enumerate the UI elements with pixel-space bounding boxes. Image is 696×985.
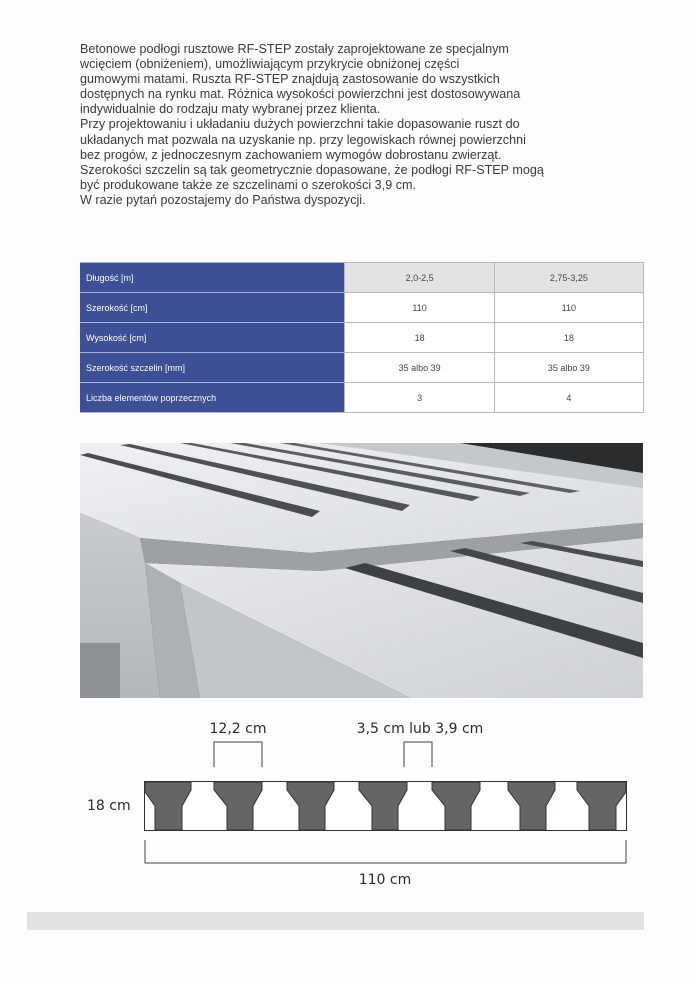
spec-table xyxy=(80,262,644,413)
cell-value: 110 xyxy=(345,293,494,323)
table-row xyxy=(80,323,644,353)
cell-value: 110 xyxy=(494,293,643,323)
intro-text xyxy=(80,42,660,208)
intro-line: indywidualnie do rodzaju maty wybranej przez klienta. xyxy=(80,102,381,117)
product-photo xyxy=(80,443,643,698)
cell-value: 2,75-3,25 xyxy=(494,263,643,293)
cell-value: 35 albo 39 xyxy=(345,353,494,383)
slot-width-bracket xyxy=(404,742,432,767)
table-row xyxy=(80,263,644,293)
intro-line: Betonowe podłogi rusztowe RF-STEP zostały zaprojektowane ze specjalnym xyxy=(80,42,509,56)
beam-width-bracket xyxy=(214,742,262,767)
total-width-bracket xyxy=(145,840,626,863)
height-label: 18 cm xyxy=(87,798,131,814)
table-row xyxy=(80,383,644,413)
cell-value: 35 albo 39 xyxy=(494,353,643,383)
cell-value: 4 xyxy=(494,383,643,413)
intro-line: układanych mat pozwala na uzyskanie np. przy legowiskach równej powierzchni xyxy=(80,132,526,147)
row-label: Długość [m] xyxy=(80,263,345,293)
footer-bar xyxy=(27,912,644,930)
row-label: Szerokość [cm] xyxy=(80,293,345,323)
row-label: Wysokość [cm] xyxy=(80,323,345,353)
intro-line: bez progów, z jednoczesnym zachowaniem wymogów dobrostanu zwierząt. xyxy=(80,147,502,162)
intro-line: wcięciem (obniżeniem), umożliwiającym przykrycie obniżonej części xyxy=(80,57,460,72)
cross-section-diagram xyxy=(0,705,696,895)
intro-line: gumowymi matami. Ruszta RF-STEP znajdują zastosowanie do wszystkich xyxy=(80,72,500,87)
table-row xyxy=(80,353,644,383)
beam-width-label: 12,2 cm xyxy=(209,721,267,737)
total-width-label: 110 cm xyxy=(358,872,412,888)
intro-line: Szerokości szczelin są tak geometrycznie dopasowane, że podłogi RF-STEP mogą xyxy=(80,162,544,177)
cell-value: 3 xyxy=(345,383,494,413)
slot-width-label: 3,5 cm lub 3,9 cm xyxy=(356,721,484,737)
table-row xyxy=(80,293,644,323)
cell-value: 2,0-2,5 xyxy=(345,263,494,293)
intro-line: Przy projektowaniu i układaniu dużych powierzchni takie dopasowanie ruszt do xyxy=(80,117,520,132)
row-label: Liczba elementów poprzecznych xyxy=(80,383,345,413)
row-label: Szerokość szczelin [mm] xyxy=(80,353,345,383)
intro-line: dostępnych na rynku mat. Różnica wysokości powierzchni jest dostosowywana xyxy=(80,87,521,102)
cell-value: 18 xyxy=(494,323,643,353)
intro-line: W razie pytań pozostajemy do Państwa dyspozycji. xyxy=(80,192,366,207)
intro-line: być produkowane także ze szczelinami o szerokości 3,9 cm. xyxy=(80,177,416,192)
cell-value: 18 xyxy=(345,323,494,353)
